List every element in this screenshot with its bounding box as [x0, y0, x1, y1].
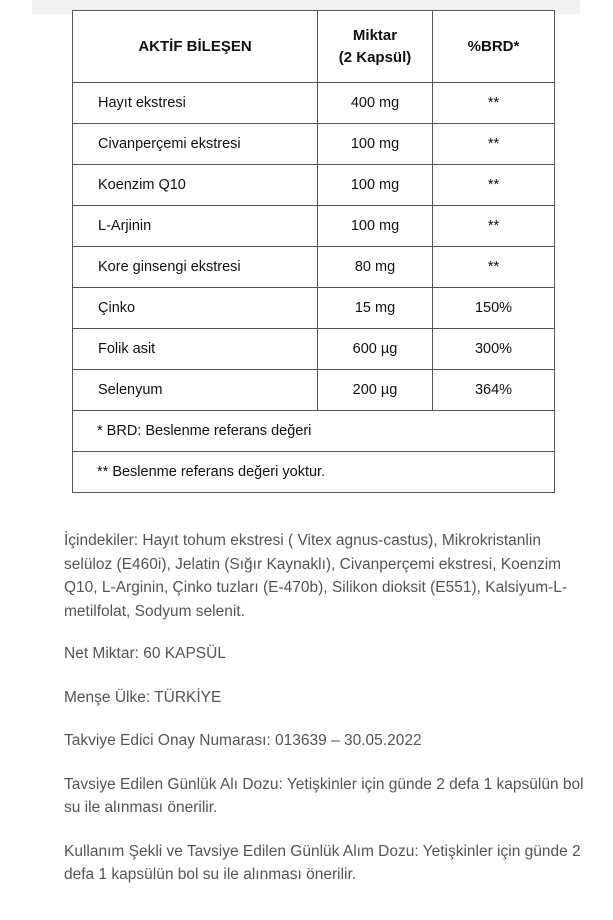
- ingredient-brd: **: [433, 165, 555, 206]
- ingredient-name: Koenzim Q10: [73, 165, 318, 206]
- usage-text: Kullanım Şekli ve Tavsiye Edilen Günlük Alım Dozu: Yetişkinler için günde 2 defa 1 kapsülün bol su ile alınması önerilir.: [64, 842, 581, 883]
- ingredient-name: Kore ginsengi ekstresi: [73, 247, 318, 288]
- brd-footnote: * BRD: Beslenme referans değeri: [73, 411, 555, 452]
- ingredient-brd: 364%: [433, 370, 555, 411]
- table-row: [73, 370, 555, 411]
- daily-dose-text: Tavsiye Edilen Günlük Alı Dozu: Yetişkinler için günde 2 defa 1 kapsülün bol su ile alınması önerilir.: [64, 775, 584, 816]
- ingredient-amount: 400 mg: [318, 83, 433, 124]
- ingredient-brd: **: [433, 247, 555, 288]
- ingredient-name: Selenyum: [73, 370, 318, 411]
- table-row: [73, 288, 555, 329]
- approval-number-text: Takviye Edici Onay Numarası: 013639 – 30.05.2022: [64, 732, 422, 749]
- ingredient-amount: 100 mg: [318, 206, 433, 247]
- ingredient-amount: 100 mg: [318, 124, 433, 165]
- net-amount-text: Net Miktar: 60 KAPSÜL: [64, 645, 226, 662]
- ingredients-text: İçindekiler: Hayıt tohum ekstresi ( Vitex agnus-castus), Mikrokristanlin selüloz (E460i), Jelatin (Sığır Kaynaklı), Civanperçemi ekstresi, Koenzim Q10, L-Arginin, Çinko tuzları (E-470b), Silikon dioksit (E551), Kalsiyum-L-metilfolat, Sodyum selenit.: [64, 532, 568, 620]
- ingredient-amount: 200 µg: [318, 370, 433, 411]
- table-note-row: [73, 411, 555, 452]
- table-row: [73, 247, 555, 288]
- table-row: [73, 206, 555, 247]
- ingredient-amount: 600 µg: [318, 329, 433, 370]
- ingredient-brd: 300%: [433, 329, 555, 370]
- ingredient-amount: 15 mg: [318, 288, 433, 329]
- table-note-row: [73, 452, 555, 493]
- header-brd: %BRD*: [433, 11, 555, 83]
- product-info: [64, 529, 584, 887]
- header-amount-unit: (2 Kapsül): [338, 48, 412, 66]
- ingredient-name: Civanperçemi ekstresi: [73, 124, 318, 165]
- no-brd-footnote: ** Beslenme referans değeri yoktur.: [73, 452, 555, 493]
- ingredient-brd: **: [433, 124, 555, 165]
- ingredient-amount: 100 mg: [318, 165, 433, 206]
- table-header-row: [73, 11, 555, 83]
- origin-text: Menşe Ülke: TÜRKİYE: [64, 688, 222, 706]
- ingredient-name: L-Arjinin: [73, 206, 318, 247]
- ingredient-name: Hayıt ekstresi: [73, 83, 318, 124]
- header-active-ingredient: AKTİF BİLEŞEN: [73, 11, 318, 83]
- table-row: [73, 165, 555, 206]
- table-row: [73, 329, 555, 370]
- table-row: [73, 83, 555, 124]
- table-row: [73, 124, 555, 165]
- ingredient-brd: **: [433, 83, 555, 124]
- ingredient-amount: 80 mg: [318, 247, 433, 288]
- ingredient-name: Folik asit: [73, 329, 318, 370]
- ingredient-table: [72, 10, 555, 493]
- ingredient-brd: **: [433, 206, 555, 247]
- ingredient-name: Çinko: [73, 288, 318, 329]
- header-amount-title: Miktar: [352, 26, 398, 44]
- header-amount: [318, 11, 433, 83]
- ingredient-brd: 150%: [433, 288, 555, 329]
